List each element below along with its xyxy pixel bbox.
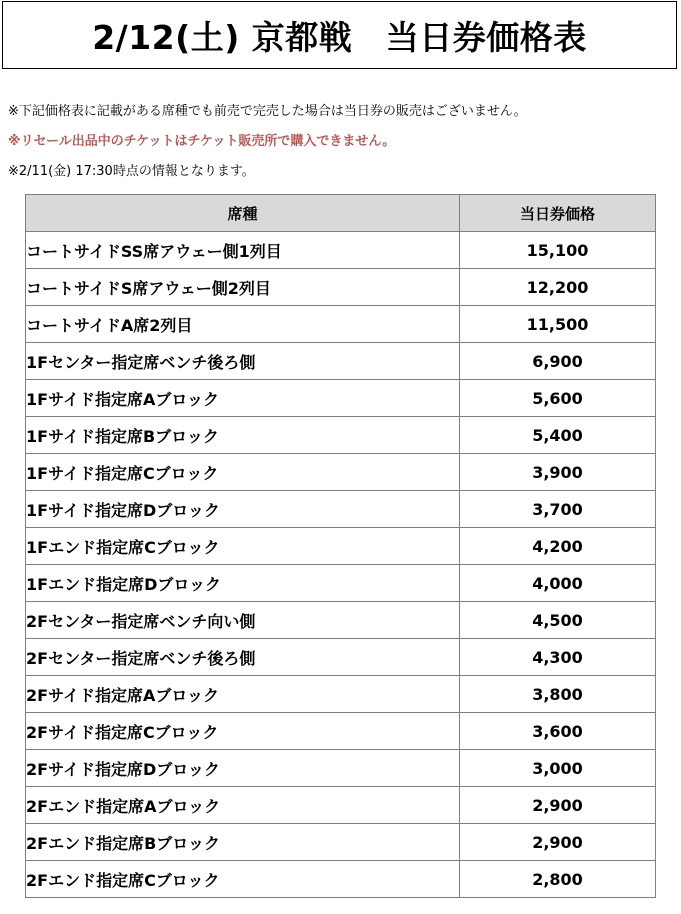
table-row <box>26 269 656 306</box>
table-row <box>26 528 656 565</box>
table-row <box>26 602 656 639</box>
seat-type-cell: 1Fセンター指定席ベンチ後ろ側 <box>26 343 460 380</box>
price-cell: 11,500 <box>460 306 656 343</box>
price-cell: 4,000 <box>460 565 656 602</box>
price-cell: 3,900 <box>460 454 656 491</box>
price-cell: 3,800 <box>460 676 656 713</box>
table-row <box>26 232 656 269</box>
price-cell: 2,900 <box>460 787 656 824</box>
price-cell: 3,700 <box>460 491 656 528</box>
table-row <box>26 343 656 380</box>
table-row <box>26 861 656 898</box>
seat-type-cell: 2Fセンター指定席ベンチ後ろ側 <box>26 639 460 676</box>
price-cell: 4,500 <box>460 602 656 639</box>
table-row <box>26 417 656 454</box>
seat-type-cell: 2Fサイド指定席Aブロック <box>26 676 460 713</box>
table-row <box>26 787 656 824</box>
seat-type-cell: 1Fサイド指定席Bブロック <box>26 417 460 454</box>
note-info-timestamp: ※2/11(金) 17:30時点の情報となります。 <box>8 164 255 179</box>
seat-type-cell: 2Fセンター指定席ベンチ向い側 <box>26 602 460 639</box>
table-row <box>26 713 656 750</box>
table-row <box>26 676 656 713</box>
seat-type-cell: 2Fサイド指定席Dブロック <box>26 750 460 787</box>
table-row <box>26 565 656 602</box>
price-cell: 3,000 <box>460 750 656 787</box>
table-row <box>26 306 656 343</box>
price-cell: 2,900 <box>460 824 656 861</box>
price-cell: 4,200 <box>460 528 656 565</box>
notes-section <box>8 102 676 192</box>
seat-type-cell: 1Fサイド指定席Cブロック <box>26 454 460 491</box>
seat-type-cell: 1Fエンド指定席Dブロック <box>26 565 460 602</box>
price-cell: 6,900 <box>460 343 656 380</box>
header-price: 当日券価格 <box>460 195 656 232</box>
seat-type-cell: 1Fサイド指定席Dブロック <box>26 491 460 528</box>
price-cell: 4,300 <box>460 639 656 676</box>
price-cell: 3,600 <box>460 713 656 750</box>
table-header-row <box>26 195 656 232</box>
price-cell: 5,400 <box>460 417 656 454</box>
seat-type-cell: コートサイドA席2列目 <box>26 306 460 343</box>
table-row <box>26 824 656 861</box>
table-row <box>26 750 656 787</box>
price-table <box>25 194 656 898</box>
price-cell: 2,800 <box>460 861 656 898</box>
page-title: 2/12(土) 京都戦 当日券価格表 <box>92 17 587 57</box>
note-sold-out: ※下記価格表に記載がある席種でも前売で完売した場合は当日券の販売はございません。 <box>8 104 527 119</box>
table-row <box>26 380 656 417</box>
header-seat: 席種 <box>26 195 460 232</box>
title-box <box>2 1 677 69</box>
price-cell: 5,600 <box>460 380 656 417</box>
seat-type-cell: 2Fサイド指定席Cブロック <box>26 713 460 750</box>
table-row <box>26 454 656 491</box>
price-table-body <box>26 232 656 898</box>
table-row <box>26 639 656 676</box>
seat-type-cell: 2Fエンド指定席Cブロック <box>26 861 460 898</box>
price-cell: 12,200 <box>460 269 656 306</box>
price-cell: 15,100 <box>460 232 656 269</box>
seat-type-cell: 1Fサイド指定席Aブロック <box>26 380 460 417</box>
seat-type-cell: 2Fエンド指定席Bブロック <box>26 824 460 861</box>
table-row <box>26 491 656 528</box>
note-resale-warning: ※リセール出品中のチケットはチケット販売所で購入できません。 <box>8 134 396 149</box>
seat-type-cell: コートサイドS席アウェー側2列目 <box>26 269 460 306</box>
seat-type-cell: 2Fエンド指定席Aブロック <box>26 787 460 824</box>
seat-type-cell: コートサイドSS席アウェー側1列目 <box>26 232 460 269</box>
seat-type-cell: 1Fエンド指定席Cブロック <box>26 528 460 565</box>
